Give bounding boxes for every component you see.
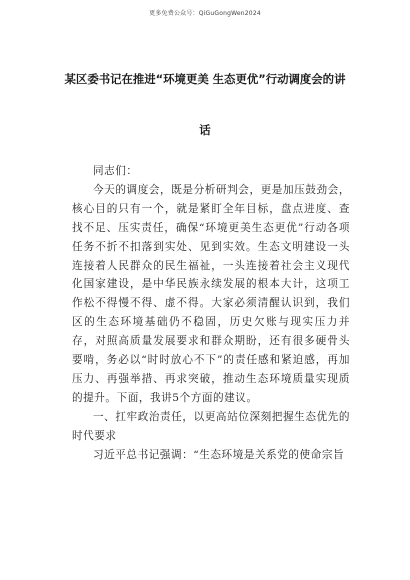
header-note: 更多免费公众号：QiGuGongWen2024 xyxy=(149,10,261,17)
body-paragraph-intro: 今天的调度会，既是分析研判会，更是加压鼓劲会，核心目的只有一个，就是紧盯全年目标，盘点进度、查找不足、压实责任，确保“环境更美生态更优”行动各项任务不折不扣落到实处、见到实效。生态文明建设一头连接着人民群众的民生福祉，一头连接着社会主义现代化国家建设，是中华民族永续发展的根本大计，这项工作松不得慢不得、虚不得。大家必须清醒认识到，我们区的生态环境基础仍不稳固，历史欠账与现实压力并存，对照高质量发展要求和群众期盼，还有很多硬骨头要啃，务必以“时时放心不下”的责任感和紧迫感，再加压力、再强举措、再求突破，推动生态环境质量实现质的提升。下面，我讲5个方面的建议。 xyxy=(72,183,350,404)
document-title-line-2: 话 xyxy=(199,123,211,137)
document-title-line-1: 某区委书记在推进“环境更美 生态更优”行动调度会的讲 xyxy=(64,72,346,86)
document-body xyxy=(72,162,350,465)
body-paragraph-quote: 习近平总书记强调：“生态环境是关系党的使命宗旨 xyxy=(93,448,345,461)
section-heading-1: 一、扛牢政治责任，以更高站位深刻把握生态优先的时代要求 xyxy=(72,410,350,442)
salutation: 同志们： xyxy=(93,165,138,177)
